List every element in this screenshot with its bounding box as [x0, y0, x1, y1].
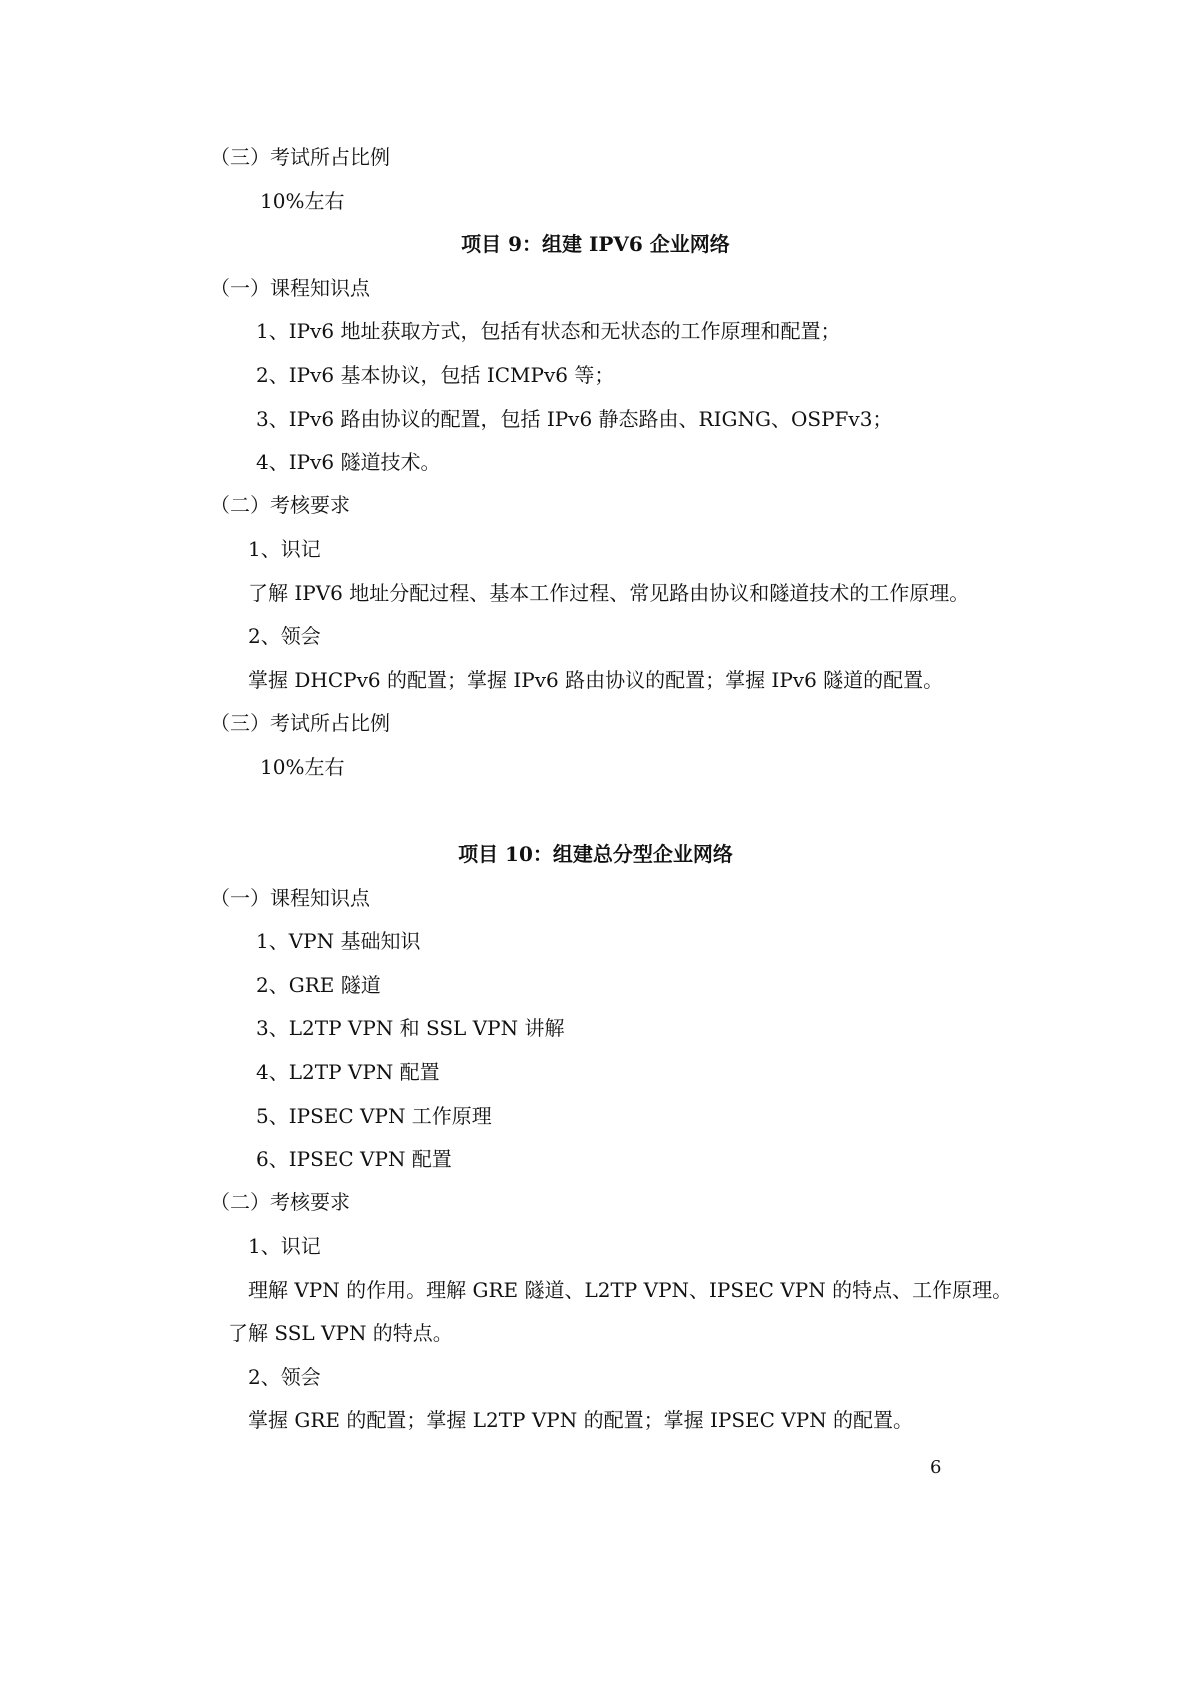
page-number: 6 [930, 1457, 942, 1478]
project9-knowledge-item: 2、IPv6 基本协议，包括 ICMPv6 等； [256, 363, 615, 387]
project9-understand-label: 2、领会 [248, 624, 321, 648]
project10-understand-text: 掌握 GRE 的配置；掌握 L2TP VPN 的配置；掌握 IPSEC VPN 的配置。 [248, 1408, 914, 1432]
project9-knowledge-item: 3、IPv6 路由协议的配置，包括 IPv6 静态路由、RIGNG、OSPFv3； [256, 407, 893, 431]
project9-knowledge-heading: （一）课程知识点 [210, 276, 370, 300]
project9-requirements-heading: （二）考核要求 [210, 493, 350, 517]
exam-ratio-heading: （三）考试所占比例 [210, 145, 390, 169]
project9-recall-label: 1、识记 [248, 537, 321, 561]
project10-title: 项目 10：组建总分型企业网络 [458, 842, 733, 866]
project10-understand-label: 2、领会 [248, 1365, 321, 1389]
project10-recall-text-line1: 理解 VPN 的作用。理解 GRE 隧道、L2TP VPN、IPSEC VPN 的特点、工作原理。 [248, 1278, 1013, 1302]
project10-recall-text-line2: 了解 SSL VPN 的特点。 [228, 1321, 453, 1345]
project10-recall-label: 1、识记 [248, 1234, 321, 1258]
project9-understand-text: 掌握 DHCPv6 的配置；掌握 IPv6 路由协议的配置；掌握 IPv6 隧道的配置。 [248, 668, 944, 692]
project9-exam-ratio-value: 10%左右 [260, 755, 345, 779]
project10-knowledge-item: 1、VPN 基础知识 [256, 929, 421, 953]
project10-knowledge-heading: （一）课程知识点 [210, 886, 370, 910]
project9-knowledge-item: 4、IPv6 隧道技术。 [256, 450, 441, 474]
project9-title: 项目 9：组建 IPV6 企业网络 [461, 232, 730, 256]
project9-exam-ratio-heading: （三）考试所占比例 [210, 711, 390, 735]
project10-requirements-heading: （二）考核要求 [210, 1190, 350, 1214]
project10-knowledge-item: 3、L2TP VPN 和 SSL VPN 讲解 [256, 1016, 565, 1040]
project9-recall-text: 了解 IPV6 地址分配过程、基本工作过程、常见路由协议和隧道技术的工作原理。 [248, 581, 970, 605]
exam-ratio-value: 10%左右 [260, 189, 345, 213]
project9-knowledge-item: 1、IPv6 地址获取方式，包括有状态和无状态的工作原理和配置； [256, 319, 841, 343]
project10-knowledge-item: 6、IPSEC VPN 配置 [256, 1147, 452, 1171]
project10-knowledge-item: 5、IPSEC VPN 工作原理 [256, 1104, 492, 1128]
project10-knowledge-item: 4、L2TP VPN 配置 [256, 1060, 440, 1084]
project10-knowledge-item: 2、GRE 隧道 [256, 973, 381, 997]
